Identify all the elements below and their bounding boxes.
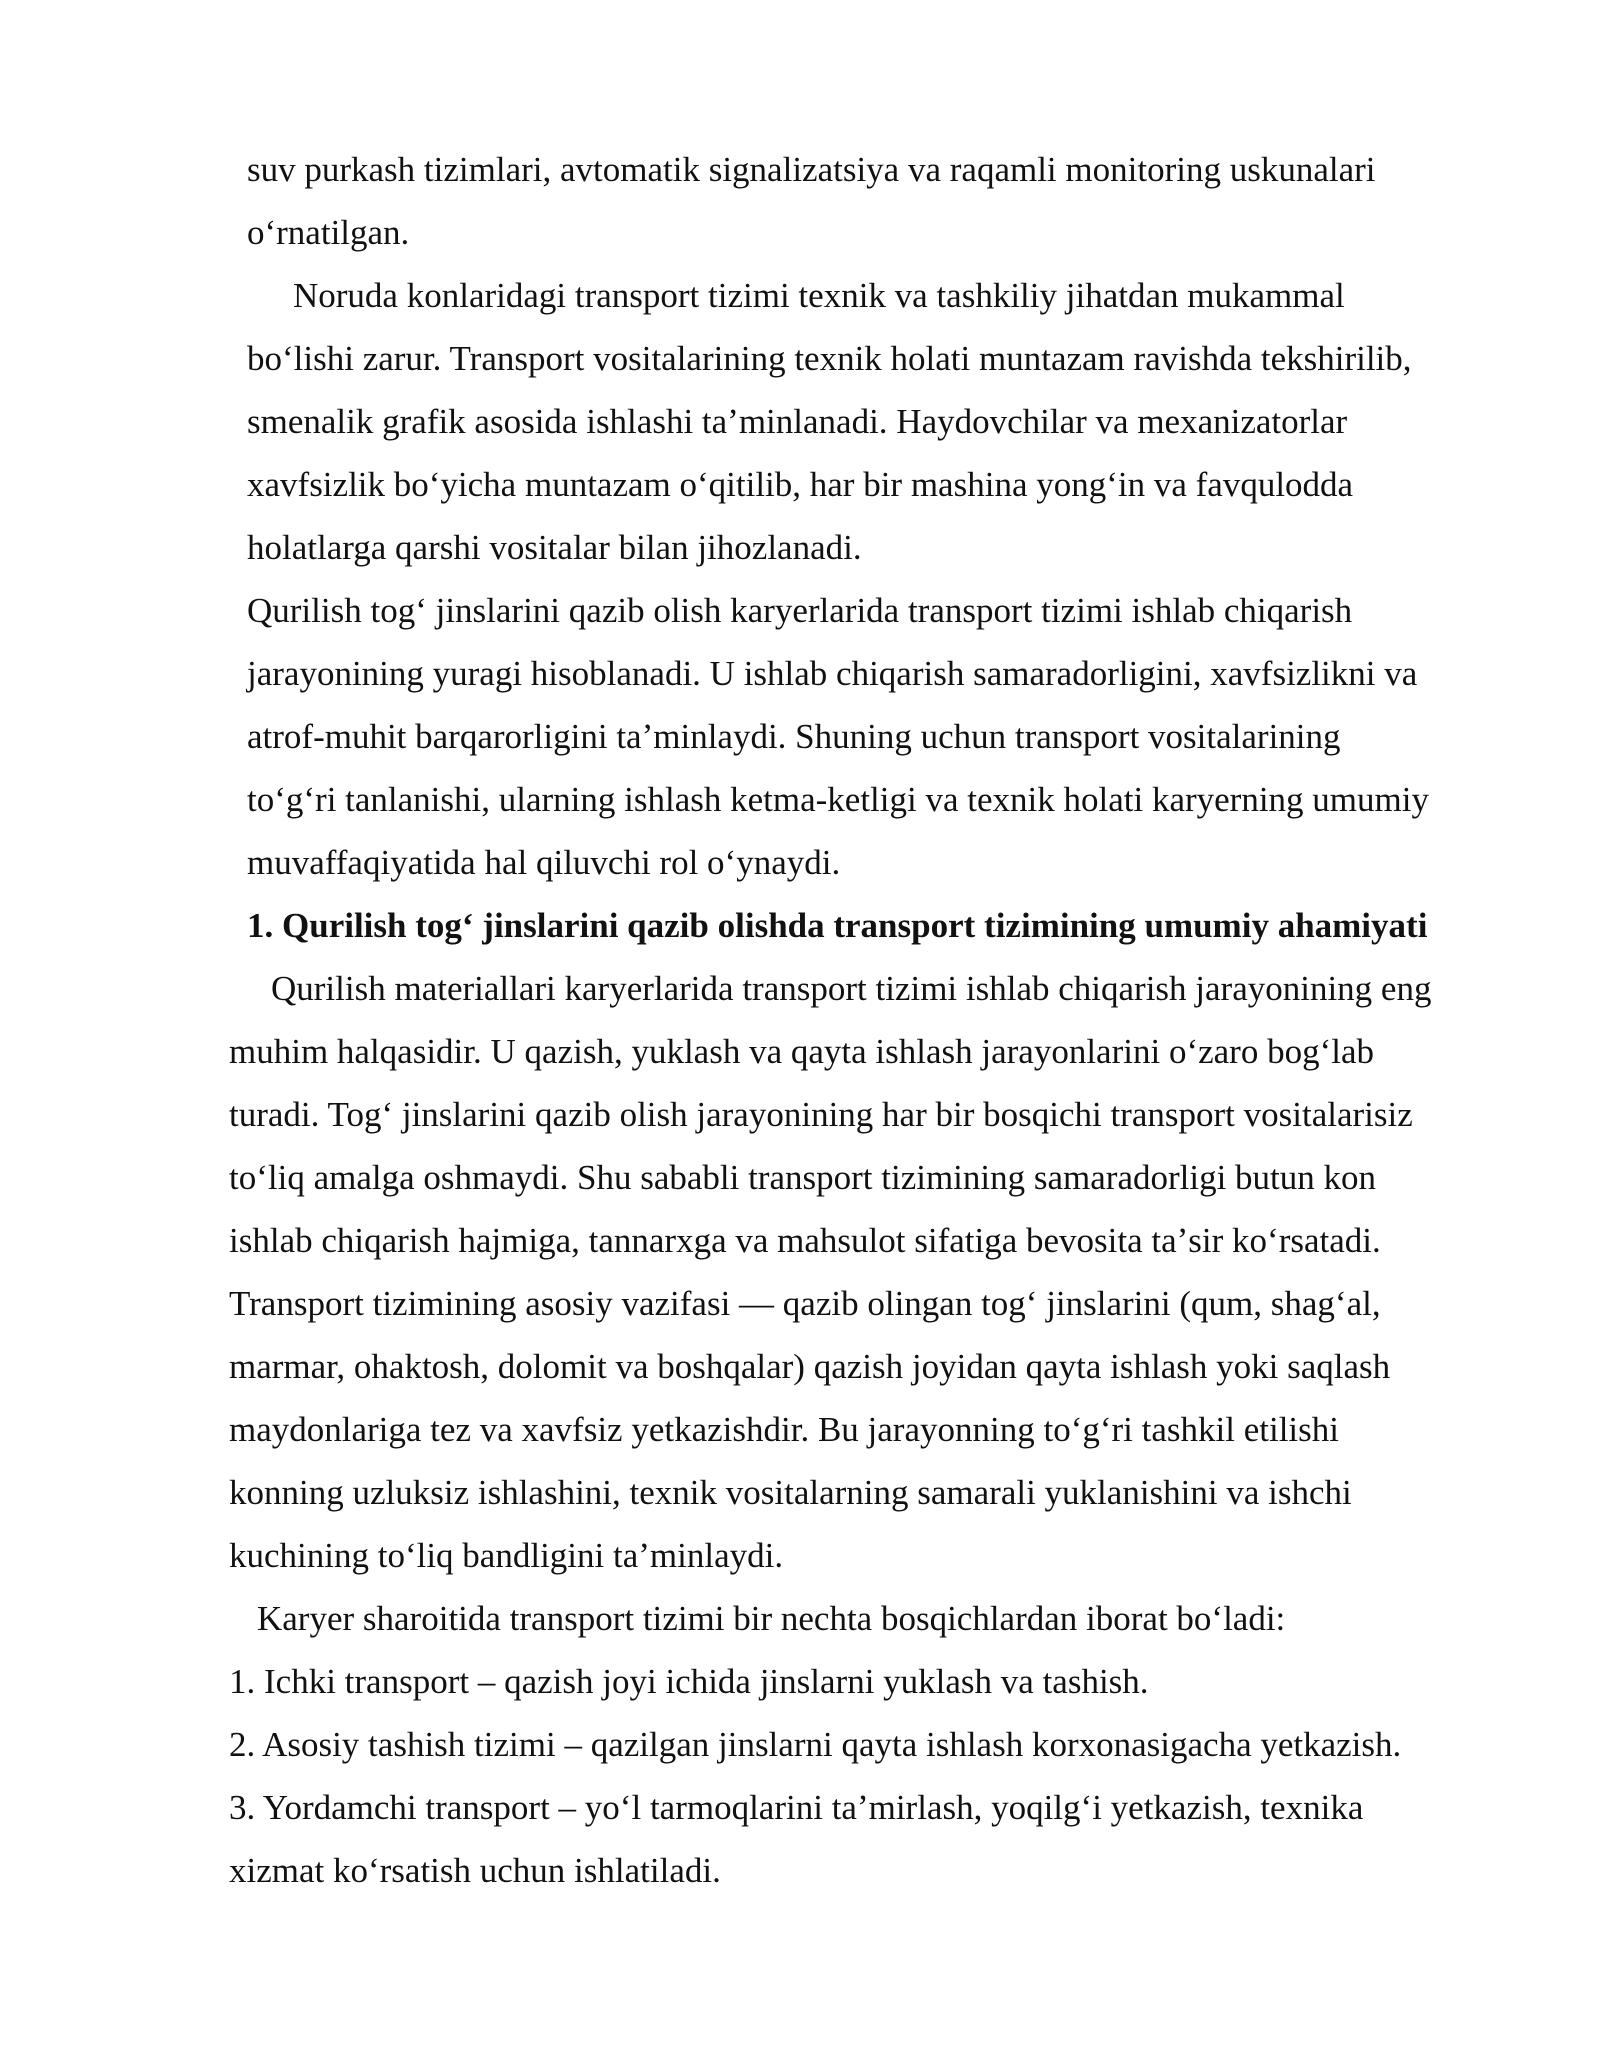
text-line: Qurilish togʻ jinslarini qazib olish karyerlarida transport tizimi ishlab chiqarish bbox=[247, 591, 1353, 630]
text-line: turadi. Togʻ jinslarini qazib olish jarayonining har bir bosqichi transport vositalarisiz bbox=[229, 1095, 1413, 1134]
text-line: maydonlariga tez va xavfsiz yetkazishdir. Bu jarayonning toʻgʻri tashkil etilishi bbox=[229, 1410, 1339, 1449]
text-line: Noruda konlaridagi transport tizimi texnik va tashkiliy jihatdan mukammal bbox=[293, 276, 1345, 315]
text-line: toʻgʻri tanlanishi, ularning ishlash ketma-ketligi va texnik holati karyerning umumiy bbox=[247, 780, 1429, 819]
list-item: 1. Ichki transport – qazish joyi ichida jinslarni yuklash va tashish. bbox=[229, 1662, 1149, 1701]
text-line: atrof-muhit barqarorligini taʼminlaydi. Shuning uchun transport vositalarining bbox=[247, 717, 1341, 756]
section-heading: 1. Qurilish togʻ jinslarini qazib olishda transport tizimining umumiy ahamiyati bbox=[247, 906, 1428, 945]
text-line: muhim halqasidir. U qazish, yuklash va qayta ishlash jarayonlarini oʻzaro bogʻlab bbox=[229, 1032, 1374, 1071]
text-line: ishlab chiqarish hajmiga, tannarxga va mahsulot sifatiga bevosita taʼsir koʻrsatadi. bbox=[229, 1221, 1381, 1260]
list-item: 3. Yordamchi transport – yoʻl tarmoqlarini taʼmirlash, yoqilgʻi yetkazish, texnika bbox=[229, 1788, 1364, 1827]
text-line: xavfsizlik boʻyicha muntazam oʻqitilib, har bir mashina yongʻin va favqulodda bbox=[247, 465, 1354, 504]
text-line: kuchining toʻliq bandligini taʼminlaydi. bbox=[229, 1536, 784, 1575]
text-line: boʻlishi zarur. Transport vositalarining texnik holati muntazam ravishda tekshirilib, bbox=[247, 339, 1412, 378]
text-line: xizmat koʻrsatish uchun ishlatiladi. bbox=[229, 1851, 721, 1890]
text-line: oʻrnatilgan. bbox=[247, 213, 410, 252]
text-line: Qurilish materiallari karyerlarida transport tizimi ishlab chiqarish jarayonining eng bbox=[271, 969, 1432, 1008]
text-line: suv purkash tizimlari, avtomatik signalizatsiya va raqamli monitoring uskunalari bbox=[247, 150, 1376, 189]
text-line: jarayonining yuragi hisoblanadi. U ishlab chiqarish samaradorligini, xavfsizlikni va bbox=[247, 654, 1418, 693]
text-line: Transport tizimining asosiy vazifasi — qazib olingan togʻ jinslarini (qum, shagʻal, bbox=[229, 1284, 1381, 1323]
text-line: Karyer sharoitida transport tizimi bir nechta bosqichlardan iborat boʻladi: bbox=[257, 1599, 1286, 1638]
text-line: muvaffaqiyatida hal qiluvchi rol oʻynaydi. bbox=[247, 843, 841, 882]
text-line: marmar, ohaktosh, dolomit va boshqalar) qazish joyidan qayta ishlash yoki saqlash bbox=[229, 1347, 1391, 1386]
text-line: holatlarga qarshi vositalar bilan jihozlanadi. bbox=[247, 528, 862, 567]
text-line: toʻliq amalga oshmaydi. Shu sababli transport tizimining samaradorligi butun kon bbox=[229, 1158, 1377, 1197]
text-line: konning uzluksiz ishlashini, texnik vositalarning samarali yuklanishini va ishchi bbox=[229, 1473, 1352, 1512]
list-item: 2. Asosiy tashish tizimi – qazilgan jinslarni qayta ishlash korxonasigacha yetkazish. bbox=[229, 1725, 1402, 1764]
text-line: smenalik grafik asosida ishlashi taʼminlanadi. Haydovchilar va mexanizatorlar bbox=[247, 402, 1348, 441]
